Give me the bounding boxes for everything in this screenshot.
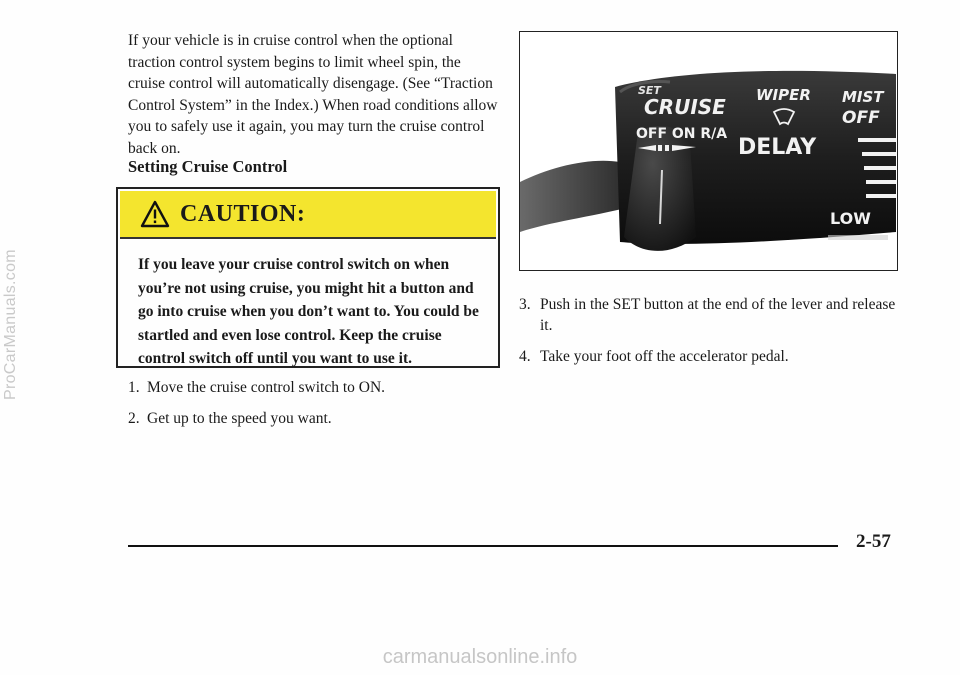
wiper-off-label: OFF <box>842 108 880 128</box>
delay-bar-icon <box>862 152 896 156</box>
delay-bar-icon <box>864 166 896 170</box>
step-item <box>128 377 508 398</box>
caution-body: If you leave your cruise control switch on when you’re not using cruise, you might hit a button and go into cruise when you don’t want to. You could be startled and even lose control. Keep the cruise control switch off until you want to use it. <box>138 256 479 367</box>
caution-band <box>120 191 496 239</box>
step-number: 1. <box>128 379 140 396</box>
step-number: 4. <box>519 348 531 365</box>
high-label-fragment <box>828 235 888 240</box>
delay-bar-icon <box>858 138 896 142</box>
step-text: Move the cruise control switch to ON. <box>147 379 386 396</box>
delay-label: DELAY <box>738 135 817 160</box>
intro-section <box>128 30 500 159</box>
step-text: Push in the SET button at the end of the lever and release it. <box>540 296 896 334</box>
step-number: 2. <box>128 410 140 427</box>
side-watermark: ProCarManuals.com <box>2 249 19 400</box>
caution-title: CAUTION: <box>180 200 306 227</box>
ra-marker-icon <box>658 145 662 151</box>
step-item <box>519 346 909 367</box>
wiper-label: WIPER <box>756 86 811 104</box>
step-number: 3. <box>519 296 531 313</box>
cruise-lever-illustration <box>520 32 896 269</box>
set-label: SET <box>638 84 661 97</box>
step-text: Get up to the speed you want. <box>147 410 332 427</box>
step-text: Take your foot off the accelerator pedal. <box>540 348 789 365</box>
mist-label: MIST <box>842 88 884 106</box>
cruise-lever-photo <box>519 31 898 271</box>
steps-list-left <box>128 377 508 439</box>
steps-list-right <box>519 294 909 377</box>
off-on-ra-label: OFF ON R/A <box>636 126 728 142</box>
caution-box <box>116 187 500 368</box>
low-label: LOW <box>830 209 871 228</box>
bottom-watermark: carmanualsonline.info <box>382 646 578 668</box>
page-number: 2-57 <box>856 531 891 552</box>
step-item <box>128 408 508 429</box>
cruise-label: CRUISE <box>644 95 726 119</box>
step-item <box>519 294 909 336</box>
delay-bar-icon <box>866 194 896 198</box>
footer-rule <box>128 545 838 547</box>
on-marker-icon <box>665 145 669 151</box>
warning-triangle-icon <box>140 200 170 228</box>
section-heading: Setting Cruise Control <box>128 157 288 176</box>
intro-paragraph: If your vehicle is in cruise control when the optional traction control system begins to limit wheel spin, the cruise control will automatically disengage. (See “Traction Control System” in the Index.) When road conditions allow you to safely use it again, you may turn the cruise control back on. <box>128 32 498 157</box>
delay-bar-icon <box>866 180 896 184</box>
